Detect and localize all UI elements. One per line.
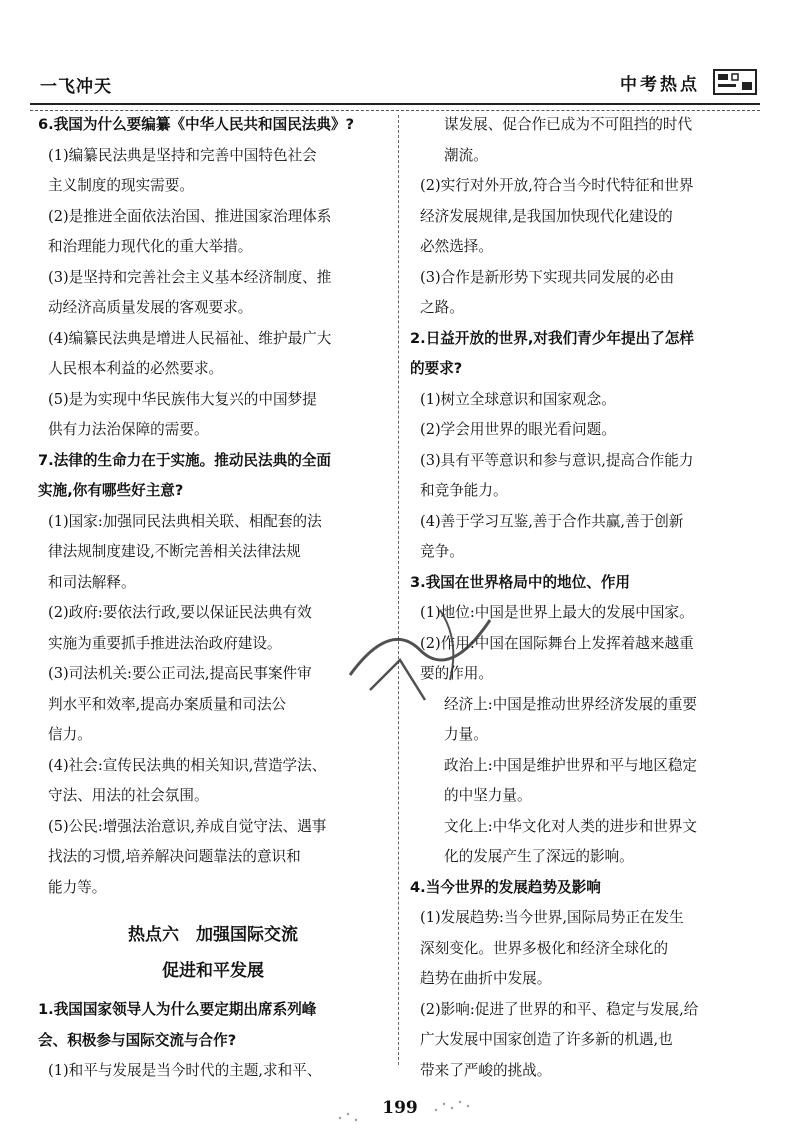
text-line: 和司法解释。 [48,573,136,591]
answer-item [410,507,762,568]
text-line: 竞争。 [420,543,464,560]
text-line: 1.我国国家领导人为什么要定期出席系列峰 [38,1001,317,1018]
text-line: 要的作用。 [420,665,493,682]
text-line: 守法、用法的社会氛围。 [48,787,209,804]
page-number: 199 [382,1098,418,1118]
text-line: 4.当今世界的发展趋势及影响 [410,878,601,896]
answer-item [410,995,762,1087]
text-line: (3)具有平等意识和参与意识,提高合作能力 [420,451,694,469]
section-title: 中考热点 [620,75,700,95]
text-line: 促进和平发展 [162,961,264,981]
text-line: 动经济高质量发展的客观要求。 [48,299,253,316]
answer-item [38,751,388,812]
text-line: 6.我国为什么要编纂《中华人民共和国民法典》? [38,116,355,133]
text-line: (2)政府:要依法行政,要以保证民法典有效 [48,604,312,621]
text-line: (1)地位:中国是世界上最大的发展中国家。 [420,604,694,621]
text-line: (2)是推进全面依法治国、推进国家治理体系 [48,207,332,225]
answer-item [410,415,762,446]
text-line: 实施为重要抓手推进法治政府建设。 [48,634,282,652]
text-line: (1)国家:加强同民法典相关联、相配套的法 [48,512,322,530]
text-line: 经济上:中国是推动世界经济发展的重要 [444,695,698,713]
text-line: 之路。 [420,299,464,316]
text-line: 深刻变化。世界多极化和经济全球化的 [420,939,669,957]
text-line: 7.法律的生命力在于实施。推动民法典的全面 [38,451,331,469]
answer-item [38,263,388,324]
question-heading [38,446,388,507]
text-line: (1)树立全球意识和国家观念。 [420,390,616,408]
answer-item [38,141,388,202]
sub-point [410,751,762,812]
text-line: 潮流。 [444,146,488,164]
text-line: (3)司法机关:要公正司法,提高民事案件审 [48,665,312,682]
text-line: 供有力法治保障的需要。 [48,421,209,438]
answer-item [410,446,762,507]
sub-point [410,812,762,873]
text-line: 文化上:中华文化对人类的进步和世界文 [444,817,698,835]
text-line: (1)和平与发展是当今时代的主题,求和平、 [48,1062,322,1079]
text-line: (5)公民:增强法治意识,养成自觉守法、遇事 [48,817,327,835]
answer-item [38,1056,388,1087]
question-heading [38,110,388,141]
text-line: 律法规制度建设,不断完善相关法律法规 [48,543,301,560]
text-line: 和治理能力现代化的重大举措。 [48,238,253,255]
text-line: 会、积极参与国际交流与合作? [38,1031,237,1049]
question-heading [410,873,762,904]
continued-text [410,110,762,171]
text-line: 2.日益开放的世界,对我们青少年提出了怎样 [410,329,694,347]
answer-item [38,202,388,263]
text-line: 热点六 加强国际交流 [128,925,298,945]
text-line: (5)是为实现中华民族伟大复兴的中国梦提 [48,390,317,408]
text-line: 判水平和效率,提高办案质量和司法公 [48,695,287,713]
text-line: 政治上:中国是维护世界和平与地区稳定 [444,756,698,774]
text-line: (1)发展趋势:当今世界,国际局势正在发生 [420,909,684,926]
text-line: 的要求? [410,360,463,377]
text-line: 化的发展产生了深远的影响。 [444,848,634,865]
question-heading [410,324,762,385]
watermark-stamp [330,580,510,730]
text-line: 和竞争能力。 [420,482,508,499]
text-line: 必然选择。 [420,238,493,255]
text-line: 趋势在曲折中发展。 [420,970,552,987]
text-line: 找法的习惯,培养解决问题靠法的意识和 [48,848,301,865]
answer-item [38,385,388,446]
text-line: 力量。 [444,726,488,743]
text-line: (3)合作是新形势下实现共同发展的必由 [420,268,675,286]
text-line: (2)实行对外开放,符合当今时代特征和世界 [420,177,694,194]
header-decoration-icon [710,64,760,98]
page-header [30,64,760,104]
answer-item [410,385,762,416]
answer-item [38,812,388,904]
text-line: 实施,你有哪些好主意? [38,482,184,499]
answer-item [410,263,762,324]
text-line: 谋发展、促合作已成为不可阻挡的时代 [444,116,693,133]
text-line: 主义制度的现实需要。 [48,177,194,194]
text-line: 的中坚力量。 [444,787,532,804]
brand-logo-text: 一飞冲天 [40,77,112,97]
text-line: 带来了严峻的挑战。 [420,1061,552,1079]
question-heading [38,995,388,1056]
text-line: 经济发展规律,是我国加快现代化建设的 [420,207,673,225]
text-line: 人民根本利益的必然要求。 [48,360,224,377]
text-line: (1)编纂民法典是坚持和完善中国特色社会 [48,146,317,164]
text-line: 信力。 [48,726,92,743]
text-line: (4)社会:宣传民法典的相关知识,营造学法、 [48,756,327,774]
answer-item [410,171,762,263]
text-line: 能力等。 [48,878,107,896]
text-line: (4)编纂民法典是增进人民福祉、维护最广大 [48,329,332,347]
text-line: (2)作用:中国在国际舞台上发挥着越来越重 [420,634,694,652]
text-line: (2)影响:促进了世界的和平、稳定与发展,给 [420,1000,699,1018]
text-line: (2)学会用世界的眼光看问题。 [420,421,616,438]
text-line: 3.我国在世界格局中的地位、作用 [410,573,631,591]
text-line: (3)是坚持和完善社会主义基本经济制度、推 [48,268,332,286]
answer-item [410,903,762,995]
hotspot-title [38,917,388,989]
text-line: (4)善于学习互鉴,善于合作共赢,善于创新 [420,512,684,530]
answer-item [38,324,388,385]
text-line: 广大发展中国家创造了许多新的机遇,也 [420,1031,673,1048]
